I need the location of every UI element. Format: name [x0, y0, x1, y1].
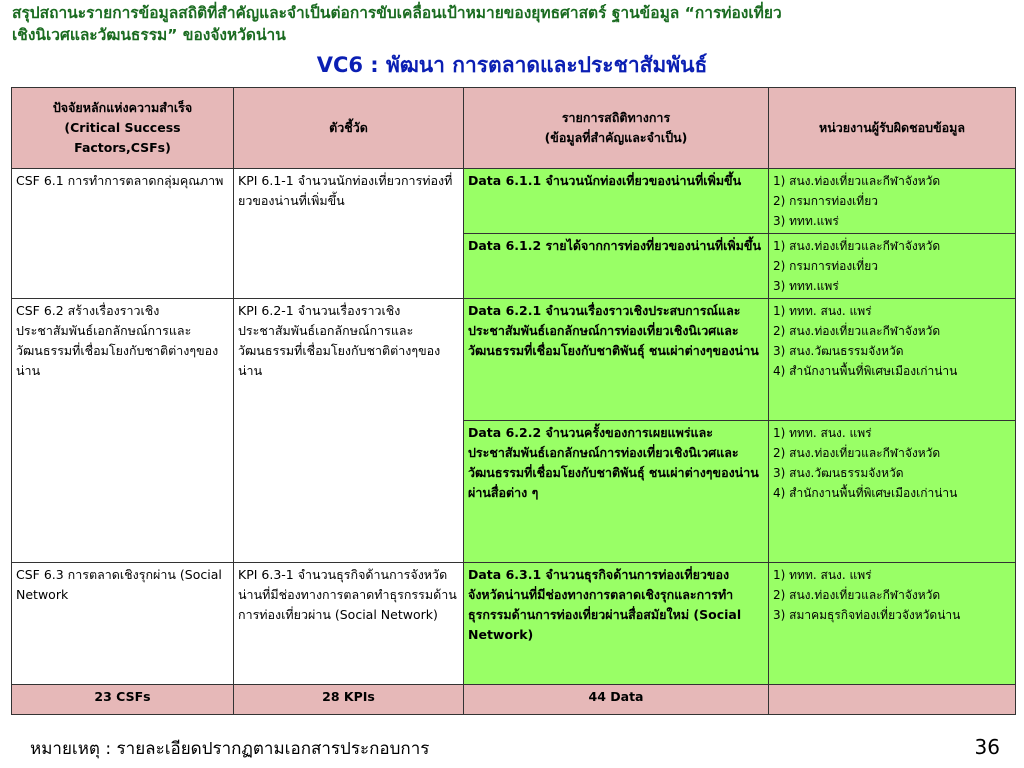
page-number: 36	[974, 735, 1000, 759]
statistics-table	[11, 87, 1016, 715]
unit-item: 2) กรมการท่องเที่ยว	[773, 259, 878, 273]
unit-item: 4) สำนักงานพื้นที่พิเศษเมืองเก่าน่าน	[773, 364, 958, 378]
unit-cell	[769, 169, 1016, 234]
data-code: Data 6.2.1	[468, 303, 542, 318]
unit-cell	[769, 234, 1016, 299]
total-unit	[769, 685, 1016, 715]
unit-item: 2) กรมการท่องเที่ยว	[773, 194, 878, 208]
kpi-cell: KPI 6.3-1 จำนวนธุรกิจด้านการจังหวัดน่านที่มีช่องทางการตลาดทำธุรกรรมด้านการท่องเที่ยวผ่าน (Social Network)	[234, 563, 464, 685]
csf-cell: CSF 6.2 สร้างเรื่องราวเชิงประชาสัมพันธ์เอกลักษณ์การและวัฒนธรรมที่เชื่อมโยงกับชาติต่างๆของน่าน	[12, 299, 234, 563]
data-cell	[464, 421, 769, 563]
header-stat	[464, 88, 769, 169]
data-text: จำนวนครั้งของการเผยแพร่และประชาสัมพันธ์เอกลักษณ์การท่องเที่ยวเชิงนิเวศและวัฒนธรรมที่เชื่อมโยงกับชาติพันธุ์ ชนเผ่าต่างๆของน่าน ผ่านสื่อต่าง ๆ	[468, 425, 759, 500]
unit-item: 2) สนง.ท่องเที่ยวและกีฬาจังหวัด	[773, 588, 941, 602]
unit-item: 3) สนง.วัฒนธรรมจังหวัด	[773, 344, 904, 358]
data-cell	[464, 234, 769, 299]
header-csf-line2: (Critical Success	[64, 120, 181, 135]
header-unit: หน่วยงานผู้รับผิดชอบข้อมูล	[769, 88, 1016, 169]
header-csf	[12, 88, 234, 169]
total-data: 44 Data	[464, 685, 769, 715]
data-code: Data 6.1.2	[468, 238, 542, 253]
unit-item: 3) ททท.แพร่	[773, 279, 839, 293]
unit-item: 1) ททท. สนง. แพร่	[773, 304, 872, 318]
data-text: รายได้จากการท่องที่ยวของน่านที่เพิ่มขึ้น	[545, 238, 761, 253]
data-code: Data 6.2.2	[468, 425, 542, 440]
unit-item: 4) สำนักงานพื้นที่พิเศษเมืองเก่าน่าน	[773, 486, 958, 500]
unit-cell	[769, 421, 1016, 563]
data-text: จำนวนธุรกิจด้านการท่องเที่ยวของจังหวัดน่านที่มีช่องทางการตลาดเชิงรุกและการทำธุรกรรมด้านการท่องเที่ยวผ่านสื่อสมัยใหม่ (Social Network)	[468, 567, 742, 642]
header-kpi: ตัวชี้วัด	[234, 88, 464, 169]
unit-item: 1) ททท. สนง. แพร่	[773, 426, 872, 440]
data-cell	[464, 169, 769, 234]
unit-cell	[769, 563, 1016, 685]
data-text: จำนวนนักท่องเที่ยวของน่านที่เพิ่มขึ้น	[545, 173, 742, 188]
slide-header	[12, 2, 1012, 46]
unit-item: 3) สนง.วัฒนธรรมจังหวัด	[773, 466, 904, 480]
header-csf-line1: ปัจจัยหลักแห่งความสำเร็จ	[52, 100, 193, 115]
table-row	[12, 169, 1016, 234]
data-code: Data 6.3.1	[468, 567, 542, 582]
unit-item: 1) สนง.ท่องเที่ยวและกีฬาจังหวัด	[773, 174, 941, 188]
table-header-row	[12, 88, 1016, 169]
table-row	[12, 563, 1016, 685]
totals-row	[12, 685, 1016, 715]
header-stat-line1: รายการสถิติทางการ	[561, 110, 671, 125]
unit-item: 2) สนง.ท่องเที่ยวและกีฬาจังหวัด	[773, 446, 941, 460]
slide-subtitle: VC6 : พัฒนา การตลาดและประชาสัมพันธ์	[316, 53, 708, 77]
data-cell	[464, 299, 769, 421]
data-cell	[464, 563, 769, 685]
unit-item: 3) สมาคมธุรกิจท่องเที่ยวจังหวัดน่าน	[773, 608, 961, 622]
total-csf: 23 CSFs	[12, 685, 234, 715]
kpi-cell: KPI 6.2-1 จำนวนเรื่องราวเชิงประชาสัมพันธ์เอกลักษณ์การและวัฒนธรรมที่เชื่อมโยงกับชาติต่างๆของน่าน	[234, 299, 464, 563]
kpi-cell: KPI 6.1-1 จำนวนนักท่องเที่ยวการท่องที่ยวของน่านที่เพิ่มขึ้น	[234, 169, 464, 299]
unit-item: 1) สนง.ท่องเที่ยวและกีฬาจังหวัด	[773, 239, 941, 253]
unit-item: 2) สนง.ท่องเที่ยวและกีฬาจังหวัด	[773, 324, 941, 338]
csf-cell: CSF 6.3 การตลาดเชิงรุกผ่าน (Social Network	[12, 563, 234, 685]
header-title-line1: สรุปสถานะรายการข้อมูลสถิติที่สำคัญและจำเป็นต่อการขับเคลื่อนเป้าหมายของยุทธศาสตร์ ฐานข้อมูล “การท่องเที่ยว	[12, 4, 782, 22]
header-stat-line2: (ข้อมูลที่สำคัญและจำเป็น)	[544, 130, 688, 145]
total-kpi: 28 KPIs	[234, 685, 464, 715]
header-title-line2: เชิงนิเวศและวัฒนธรรม” ของจังหวัดน่าน	[12, 26, 286, 44]
unit-item: 3) ททท.แพร่	[773, 214, 839, 228]
header-csf-line3: Factors,CSFs)	[74, 140, 171, 155]
unit-cell	[769, 299, 1016, 421]
csf-cell: CSF 6.1 การทำการตลาดกลุ่มคุณภาพ	[12, 169, 234, 299]
data-code: Data 6.1.1	[468, 173, 542, 188]
data-text: จำนวนเรื่องราวเชิงประสบการณ์และประชาสัมพันธ์เอกลักษณ์การท่องเที่ยวเชิงนิเวศและวัฒนธรรมที่เชื่อมโยงกับชาติพันธุ์ ชนเผ่าต่างๆของน่าน	[468, 303, 759, 358]
unit-item: 1) ททท. สนง. แพร่	[773, 568, 872, 582]
table-row	[12, 299, 1016, 421]
footer-note: หมายเหตุ : รายละเอียดปรากฏตามเอกสารประกอบการ	[30, 739, 430, 759]
